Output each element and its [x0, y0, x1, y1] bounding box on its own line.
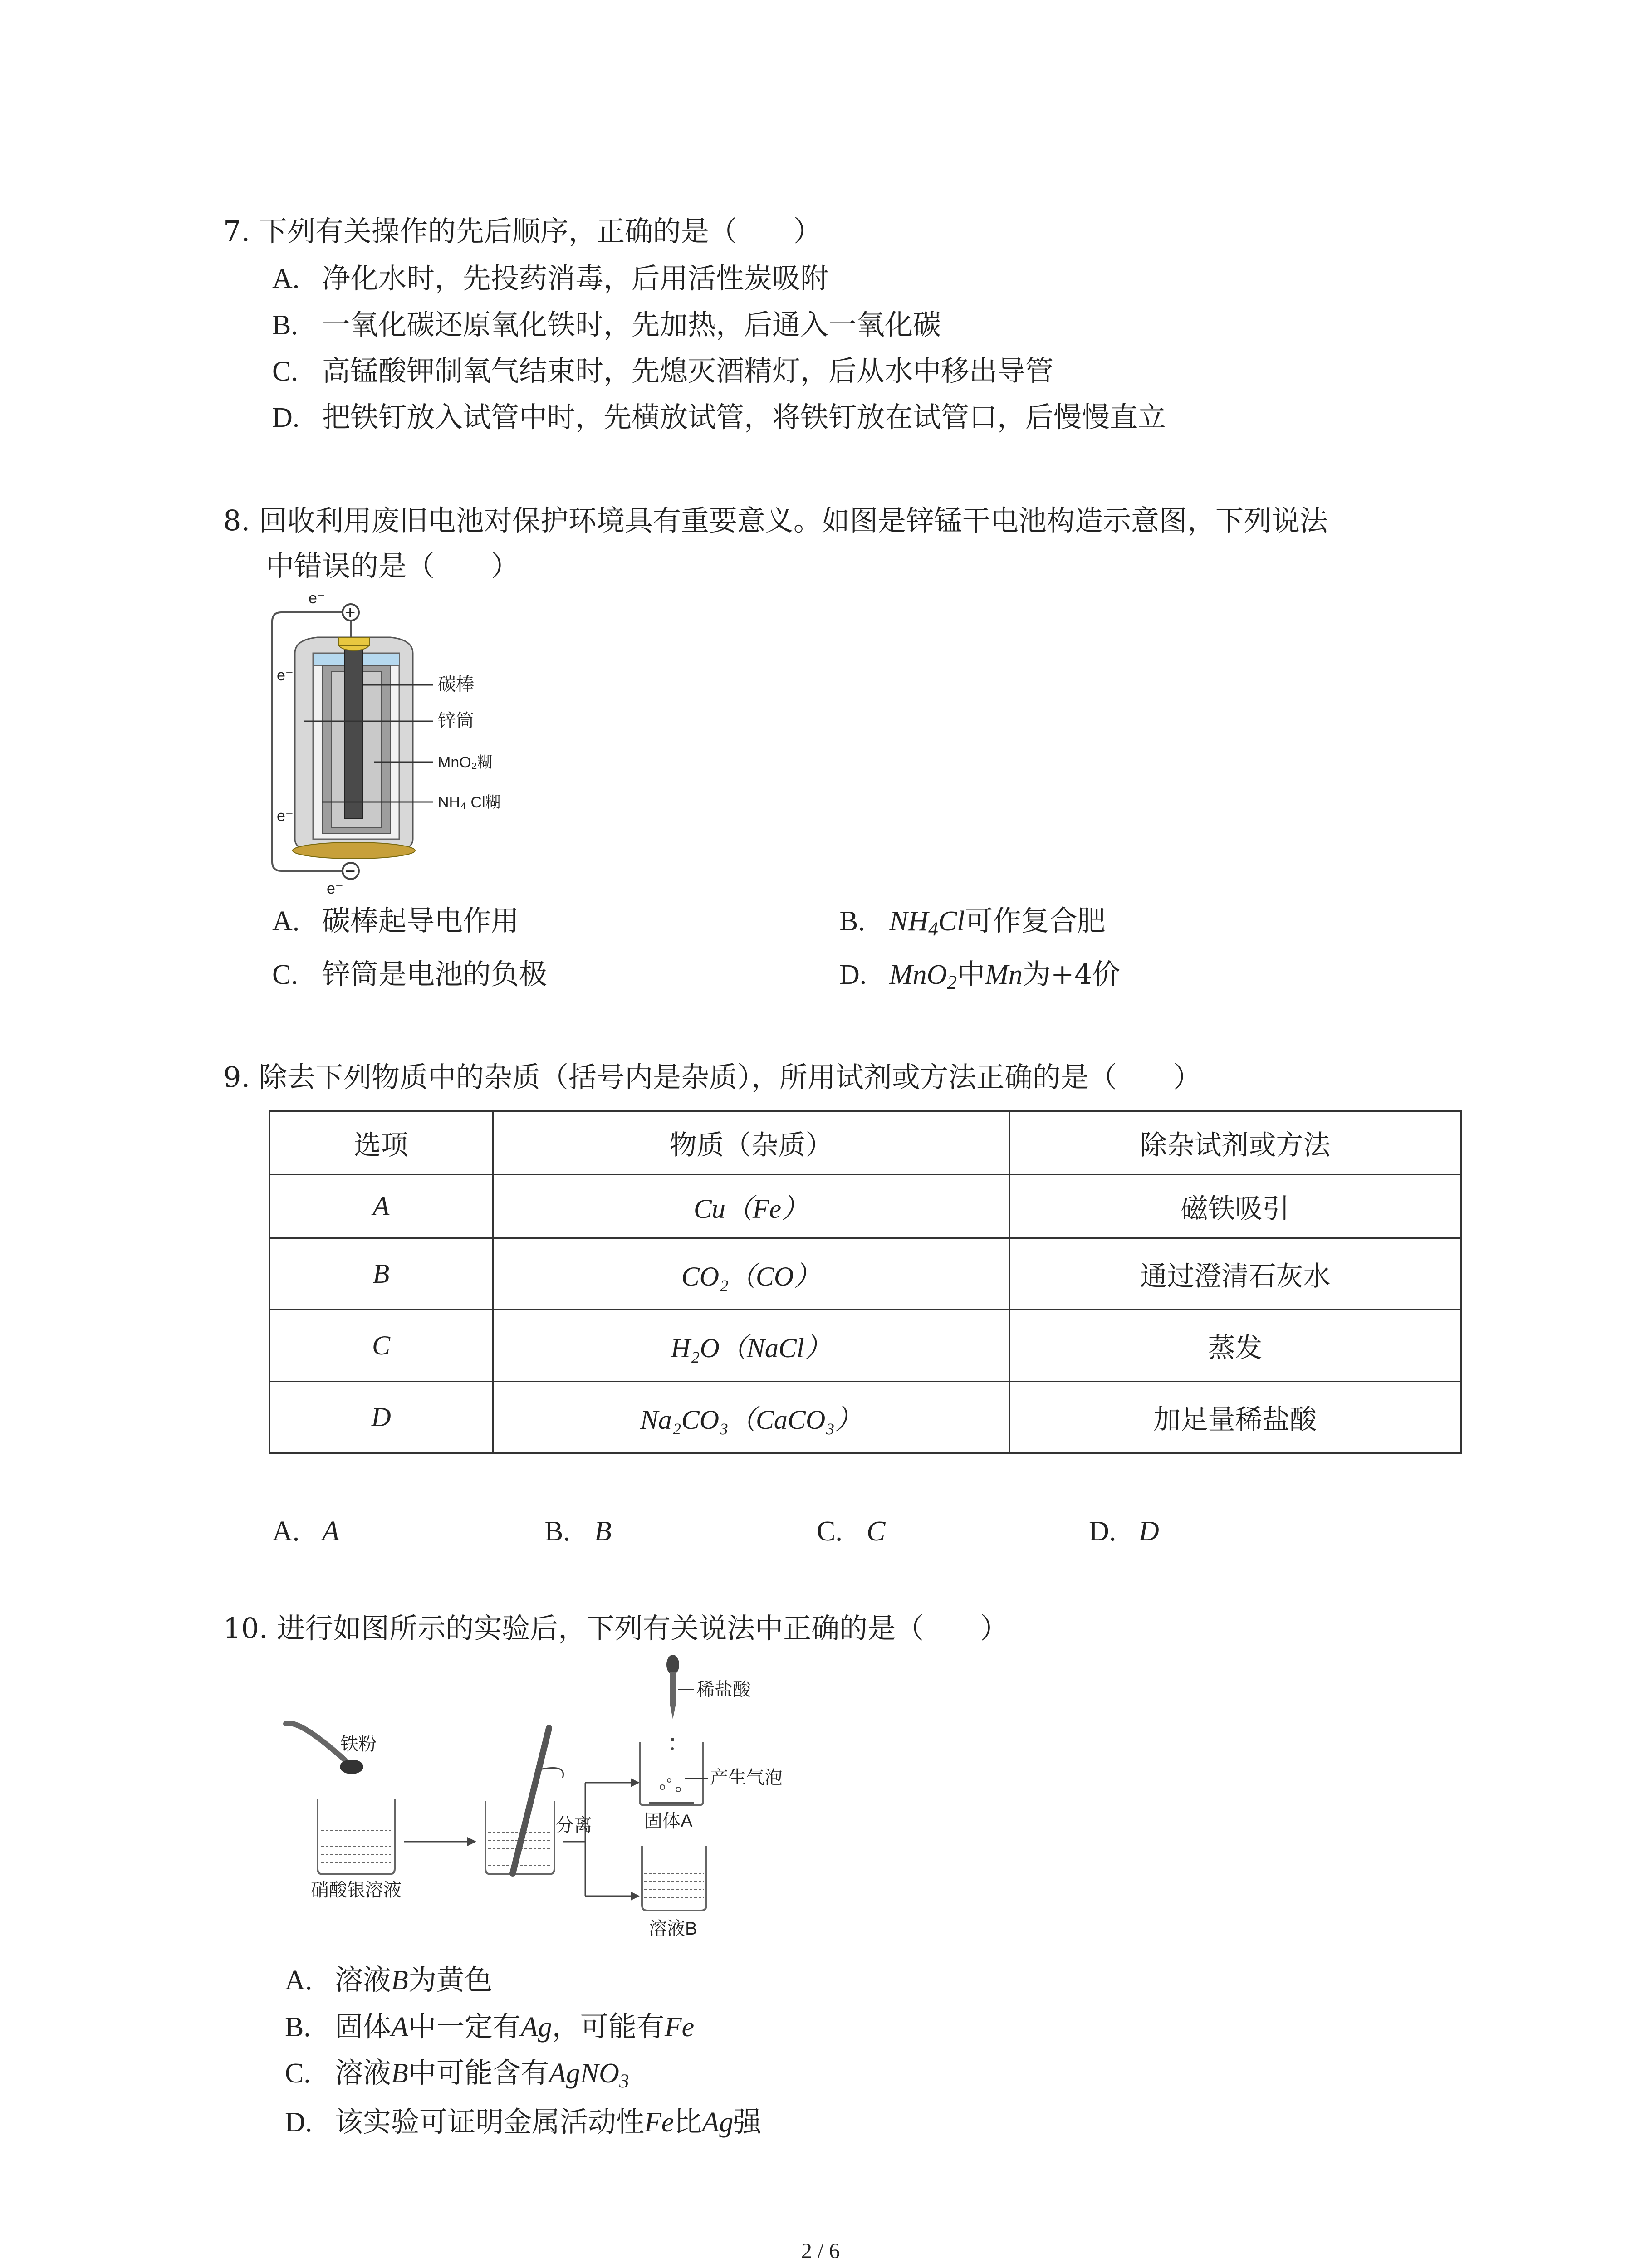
battery-diagram: [263, 585, 544, 903]
label-carbon-rod: 碳棒: [438, 675, 474, 694]
label-solution-b: 溶液B: [649, 1919, 697, 1939]
q8-option-a: A. 碳棒起导电作用: [272, 904, 519, 937]
table-row: [269, 1175, 1461, 1238]
q7-option-b: B. 一氧化碳还原氧化铁时，先加热，后通入一氧化碳: [272, 308, 941, 341]
electron-label-mid: e⁻: [277, 667, 294, 684]
q8-title-line2: 中错误的是（ ）: [266, 549, 519, 582]
electron-label-top: e⁻: [309, 590, 325, 607]
impurity-table: [269, 1110, 1462, 1454]
electron-label-low: e⁻: [277, 807, 294, 825]
table-row: [269, 1310, 1461, 1382]
row-option: A: [269, 1175, 493, 1238]
row-method: 通过澄清石灰水: [1009, 1238, 1461, 1310]
header-substance: 物质（杂质）: [493, 1111, 1009, 1175]
row-method: 蒸发: [1009, 1310, 1461, 1382]
minus-terminal: −: [345, 861, 356, 881]
table-row: [269, 1238, 1461, 1310]
q7-option-a: A. 净化水时，先投药消毒，后用活性炭吸附: [272, 262, 829, 295]
q8-option-c: C. 锌筒是电池的负极: [272, 958, 548, 991]
q10-option-c: C. 溶液B中可能含有AgNO$_3$: [285, 2056, 629, 2092]
q9-answer-b: B. B: [544, 1516, 612, 1547]
table-row: [269, 1382, 1461, 1453]
row-option: C: [269, 1310, 493, 1382]
label-solid-a: 固体A: [644, 1811, 693, 1831]
label-mno2-paste: MnO₂糊: [438, 754, 493, 771]
plus-terminal: +: [345, 603, 356, 623]
q10-option-d: D. 该实验可证明金属活动性Fe比Ag强: [285, 2105, 762, 2138]
experiment-diagram: [272, 1651, 817, 1960]
q9-answer-d: D. D: [1089, 1516, 1159, 1547]
q9-title: 9. 除去下列物质中的杂质（括号内是杂质），所用试剂或方法正确的是（ ）: [223, 1061, 1201, 1094]
q10-option-b: B. 固体A中一定有Ag，可能有Fe: [285, 2010, 695, 2043]
q8-title-line1: 8. 回收利用废旧电池对保护环境具有重要意义。如图是锌锰干电池构造示意图，下列说法: [223, 504, 1328, 537]
header-option: 选项: [269, 1111, 493, 1175]
table-header-row: [269, 1111, 1461, 1175]
q9-answer-a: A. A: [272, 1516, 339, 1547]
label-zinc-can: 锌筒: [438, 711, 474, 731]
label-nh4cl-paste: NH₄ Cl糊: [438, 794, 501, 811]
q7-title: 7. 下列有关操作的先后顺序，正确的是（ ）: [223, 215, 822, 248]
row-substance: H₂O（NaCl）: [493, 1310, 1009, 1382]
label-dilute-hcl: 稀盐酸: [696, 1680, 751, 1700]
row-method: 加足量稀盐酸: [1009, 1382, 1461, 1453]
q8-option-b: B. $NH_4Cl$可作复合肥: [839, 904, 1106, 940]
row-substance: Cu（Fe）: [493, 1175, 1009, 1238]
row-substance: Na₂CO₃（CaCO₃）: [493, 1382, 1009, 1453]
q8-option-d: D. MnO$_2$中Mn为+4价: [839, 958, 1121, 993]
electron-label-bottom: e⁻: [327, 880, 343, 897]
q7-option-c: C. 高锰酸钾制氧气结束时，先熄灭酒精灯，后从水中移出导管: [272, 354, 1054, 387]
row-method: 磁铁吸引: [1009, 1175, 1461, 1238]
q9-answer-c: C. C: [817, 1516, 886, 1547]
label-bubbles: 产生气泡: [710, 1768, 783, 1788]
q7-option-d: D. 把铁钉放入试管中时，先横放试管，将铁钉放在试管口，后慢慢直立: [272, 401, 1166, 434]
row-option: B: [269, 1238, 493, 1310]
q10-option-a: A. 溶液B为黄色: [285, 1963, 493, 1996]
q10-title: 10. 进行如图所示的实验后，下列有关说法中正确的是（ ）: [223, 1612, 1009, 1645]
row-substance: CO₂（CO）: [493, 1238, 1009, 1310]
label-iron-powder: 铁粉: [340, 1734, 377, 1754]
label-silver-nitrate: 硝酸银溶液: [311, 1880, 402, 1900]
row-option: D: [269, 1382, 493, 1453]
label-separate: 分离: [556, 1815, 592, 1835]
page-number: 2 / 6: [801, 2239, 840, 2263]
header-method: 除杂试剂或方法: [1009, 1111, 1461, 1175]
